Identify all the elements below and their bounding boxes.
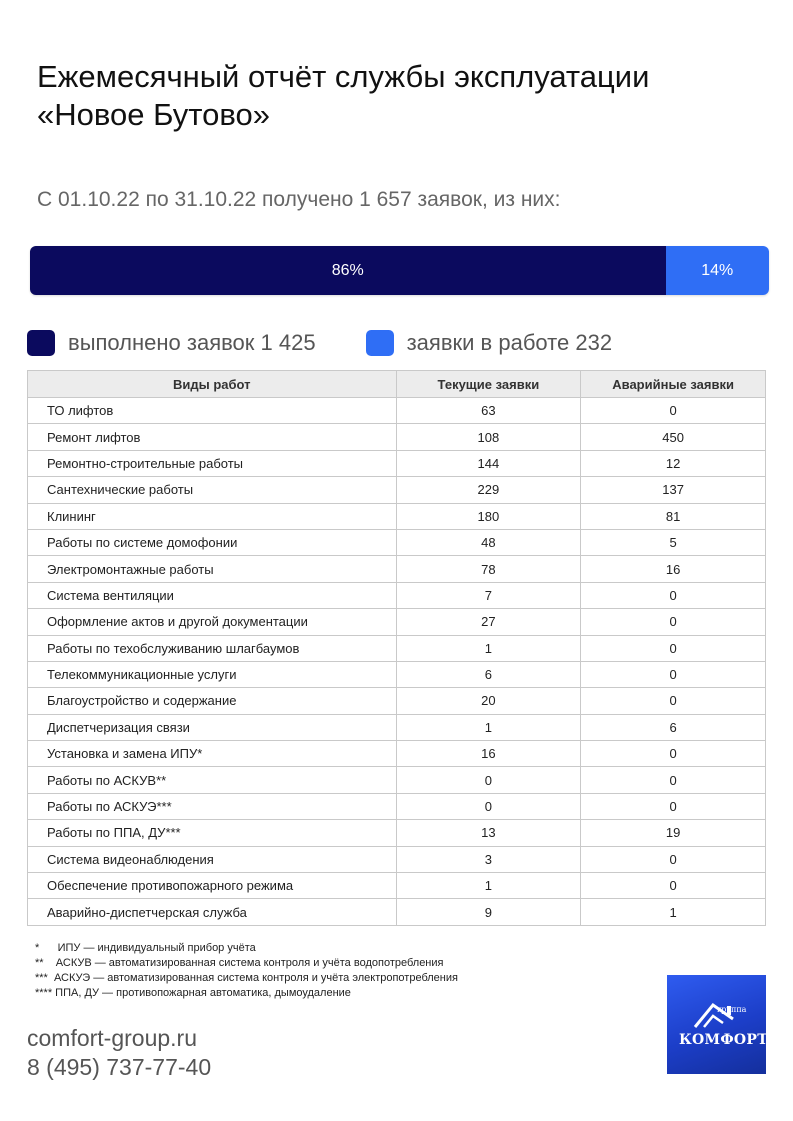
cell-work-type: Телекоммуникационные услуги	[28, 661, 397, 687]
cell-work-type: Работы по системе домофонии	[28, 529, 397, 555]
progress-in-work-label: 14%	[701, 261, 734, 279]
table-row	[28, 661, 766, 687]
column-header-current: Текущие заявки	[396, 371, 581, 398]
website-link[interactable]: comfort-group.ru	[27, 1025, 198, 1051]
cell-current-count: 48	[396, 529, 581, 555]
column-header-emergency: Аварийные заявки	[581, 371, 766, 398]
legend-label-in-work: заявки в работе 232	[406, 330, 613, 355]
cell-emergency-count: 19	[581, 820, 766, 846]
progress-done-label: 86%	[331, 261, 364, 279]
progress-done-segment	[30, 246, 666, 295]
cell-work-type: Диспетчеризация связи	[28, 714, 397, 740]
footnotes	[35, 941, 458, 1001]
legend-swatch-in-work	[366, 330, 394, 356]
cell-work-type: Ремонт лифтов	[28, 424, 397, 450]
title-line-2: «Новое Бутово»	[37, 97, 270, 132]
column-header-work-type: Виды работ	[28, 371, 397, 398]
footnote: **** ППА, ДУ — противопожарная автоматика, дымоудаление	[35, 987, 351, 999]
cell-emergency-count: 0	[581, 398, 766, 424]
table-row	[28, 899, 766, 925]
cell-work-type: Работы по ППА, ДУ***	[28, 820, 397, 846]
table-row	[28, 609, 766, 635]
table-header-row	[28, 371, 766, 398]
legend-item-in-work	[366, 330, 612, 356]
cell-current-count: 9	[396, 899, 581, 925]
cell-current-count: 27	[396, 609, 581, 635]
cell-work-type: Установка и замена ИПУ*	[28, 741, 397, 767]
table-row	[28, 688, 766, 714]
phone-number: 8 (495) 737-77-40	[27, 1054, 212, 1080]
footnote: ** АСКУВ — автоматизированная система контроля и учёта водопотребления	[35, 957, 444, 969]
table-row	[28, 741, 766, 767]
cell-emergency-count: 137	[581, 477, 766, 503]
cell-work-type: Благоустройство и содержание	[28, 688, 397, 714]
table-row	[28, 503, 766, 529]
cell-work-type: Аварийно-диспетчерская служба	[28, 899, 397, 925]
table-row	[28, 873, 766, 899]
cell-emergency-count: 12	[581, 450, 766, 476]
cell-current-count: 20	[396, 688, 581, 714]
table-row	[28, 820, 766, 846]
contacts	[27, 1024, 211, 1082]
cell-current-count: 6	[396, 661, 581, 687]
progress-bar	[30, 246, 769, 295]
table-row	[28, 793, 766, 819]
cell-emergency-count: 0	[581, 767, 766, 793]
cell-work-type: Обеспечение противопожарного режима	[28, 873, 397, 899]
cell-emergency-count: 0	[581, 661, 766, 687]
table-row	[28, 529, 766, 555]
progress-in-work-segment	[666, 246, 769, 295]
title-line-1: Ежемесячный отчёт службы эксплуатации	[37, 59, 650, 94]
cell-emergency-count: 6	[581, 714, 766, 740]
cell-emergency-count: 0	[581, 635, 766, 661]
cell-current-count: 1	[396, 635, 581, 661]
cell-current-count: 13	[396, 820, 581, 846]
cell-current-count: 1	[396, 873, 581, 899]
cell-current-count: 229	[396, 477, 581, 503]
legend-item-done	[27, 330, 316, 356]
table-row	[28, 582, 766, 608]
report-subtitle: С 01.10.22 по 31.10.22 получено 1 657 заявок, из них:	[37, 188, 561, 211]
cell-current-count: 63	[396, 398, 581, 424]
legend-label-done: выполнено заявок 1 425	[68, 330, 316, 355]
cell-work-type: Сантехнические работы	[28, 477, 397, 503]
cell-emergency-count: 5	[581, 529, 766, 555]
logo-main-text: КОМФОРТ	[679, 1032, 768, 1048]
footnote: *** АСКУЭ — автоматизированная система контроля и учёта электропотребления	[35, 972, 458, 984]
cell-emergency-count: 16	[581, 556, 766, 582]
report-title	[37, 58, 757, 134]
legend-swatch-done	[27, 330, 55, 356]
cell-work-type: Работы по техобслуживанию шлагбаумов	[28, 635, 397, 661]
cell-work-type: ТО лифтов	[28, 398, 397, 424]
cell-emergency-count: 1	[581, 899, 766, 925]
cell-current-count: 7	[396, 582, 581, 608]
cell-work-type: Оформление актов и другой документации	[28, 609, 397, 635]
cell-emergency-count: 0	[581, 793, 766, 819]
cell-current-count: 108	[396, 424, 581, 450]
cell-work-type: Электромонтажные работы	[28, 556, 397, 582]
cell-current-count: 0	[396, 767, 581, 793]
cell-work-type: Клининг	[28, 503, 397, 529]
table-row	[28, 450, 766, 476]
cell-current-count: 144	[396, 450, 581, 476]
cell-current-count: 1	[396, 714, 581, 740]
logo-small-text: группа	[717, 1005, 747, 1014]
cell-emergency-count: 0	[581, 688, 766, 714]
table-row	[28, 714, 766, 740]
cell-emergency-count: 0	[581, 741, 766, 767]
cell-emergency-count: 0	[581, 846, 766, 872]
cell-emergency-count: 0	[581, 873, 766, 899]
cell-work-type: Система видеонаблюдения	[28, 846, 397, 872]
cell-emergency-count: 450	[581, 424, 766, 450]
cell-work-type: Работы по АСКУЭ***	[28, 793, 397, 819]
cell-work-type: Работы по АСКУВ**	[28, 767, 397, 793]
cell-current-count: 3	[396, 846, 581, 872]
cell-work-type: Ремонтно-строительные работы	[28, 450, 397, 476]
cell-work-type: Система вентиляции	[28, 582, 397, 608]
cell-current-count: 16	[396, 741, 581, 767]
work-types-table	[27, 370, 766, 926]
house-roof-icon	[667, 975, 766, 1074]
table-row	[28, 477, 766, 503]
cell-emergency-count: 0	[581, 582, 766, 608]
legend	[27, 330, 662, 356]
cell-current-count: 78	[396, 556, 581, 582]
table-row	[28, 635, 766, 661]
table-row	[28, 398, 766, 424]
cell-emergency-count: 81	[581, 503, 766, 529]
footnote: * ИПУ — индивидуальный прибор учёта	[35, 942, 256, 954]
table-row	[28, 846, 766, 872]
cell-current-count: 0	[396, 793, 581, 819]
table-row	[28, 767, 766, 793]
cell-emergency-count: 0	[581, 609, 766, 635]
table-row	[28, 424, 766, 450]
company-logo	[667, 975, 766, 1074]
table-row	[28, 556, 766, 582]
cell-current-count: 180	[396, 503, 581, 529]
